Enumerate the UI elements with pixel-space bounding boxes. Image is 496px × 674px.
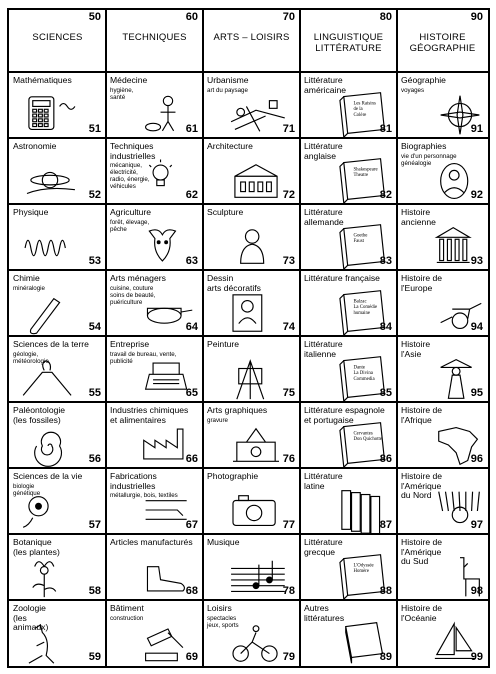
category-title-text: Articles manufacturés	[110, 537, 193, 547]
category-title-text: Zoologie (les animaux)	[13, 603, 49, 633]
category-title	[304, 472, 392, 491]
category-title-text: Histoire de l'Océanie	[401, 603, 443, 623]
category-title-text: Sciences de la vie	[13, 471, 83, 481]
category-title	[13, 208, 101, 218]
category-subtitle: spectacles jeux, sports	[207, 614, 239, 629]
category-title	[401, 274, 483, 293]
column-header	[203, 10, 300, 72]
category-cell[interactable]	[9, 403, 105, 467]
category-cell[interactable]	[397, 403, 487, 467]
category-title-text: Loisirs	[207, 603, 232, 613]
category-title-text: Histoire de l'Amérique du Sud	[401, 537, 443, 567]
book-title-text: Shakespeare Theatre	[353, 167, 378, 179]
category-title-text: Histoire l'Asie	[401, 339, 431, 359]
classification-grid	[7, 8, 490, 668]
category-subtitle: vie d'un personnage généalogie	[401, 152, 457, 167]
column-label: SCIENCES	[32, 32, 83, 43]
category-title-text: Botanique (les plantes)	[13, 537, 60, 557]
category-subtitle: voyages	[401, 86, 425, 94]
category-title-text: Entreprise	[110, 339, 150, 349]
category-title-text: Littérature italienne	[304, 339, 343, 359]
category-cell[interactable]	[203, 205, 299, 269]
category-subtitle: forêt, élevage, pêche	[110, 218, 150, 233]
category-cell[interactable]	[106, 601, 202, 665]
category-cell[interactable]	[300, 271, 396, 335]
bust-icon	[225, 225, 287, 269]
music-icon	[225, 555, 287, 599]
category-number: 91	[470, 123, 483, 135]
category-title-text: Urbanisme	[207, 75, 249, 85]
category-subtitle: mécanique, électricité, radio, énergie, véhicules	[110, 162, 150, 191]
category-cell[interactable]	[9, 271, 105, 335]
category-title	[207, 538, 295, 548]
category-number: 62	[185, 189, 198, 201]
category-title	[304, 274, 392, 284]
test-tube-icon	[19, 291, 81, 335]
category-number: 89	[379, 651, 392, 663]
category-cell[interactable]	[203, 535, 299, 599]
category-title	[13, 142, 101, 152]
category-title	[207, 604, 295, 629]
category-number: 71	[282, 123, 295, 135]
category-title	[401, 76, 483, 94]
category-number: 56	[88, 453, 101, 465]
category-title-text: Architecture	[207, 141, 253, 151]
category-title	[304, 340, 392, 359]
category-title-text: Histoire de l'Europe	[401, 273, 443, 293]
category-title	[13, 76, 101, 86]
category-title-text: Littérature espagnole et portugaise	[304, 405, 385, 425]
category-cell[interactable]	[300, 73, 396, 137]
category-number: 76	[282, 453, 295, 465]
category-cell[interactable]	[300, 535, 396, 599]
category-number: 94	[470, 321, 483, 333]
category-title	[110, 604, 198, 622]
category-number: 85	[379, 387, 392, 399]
category-number: 57	[88, 519, 101, 531]
category-title	[110, 406, 198, 425]
category-title	[13, 406, 101, 425]
category-title-text: Littérature latine	[304, 471, 343, 491]
category-title-text: Astronomie	[13, 141, 57, 151]
category-title	[13, 472, 101, 497]
category-title	[110, 142, 198, 190]
category-number: 59	[88, 651, 101, 663]
category-cell[interactable]	[203, 403, 299, 467]
category-number: 97	[470, 519, 483, 531]
category-title	[207, 208, 295, 218]
category-cell[interactable]	[203, 469, 299, 533]
category-title	[304, 208, 392, 227]
category-number: 92	[470, 189, 483, 201]
column-header	[397, 10, 488, 72]
category-title	[110, 208, 198, 233]
category-title-text: Sculpture	[207, 207, 244, 217]
category-number: 55	[88, 387, 101, 399]
category-cell[interactable]	[106, 205, 202, 269]
category-subtitle: géologie, météorologie	[13, 350, 49, 365]
category-cell[interactable]	[203, 337, 299, 401]
category-title-text: Autres littératures	[304, 603, 345, 623]
column-header	[106, 10, 203, 72]
column-label: TECHNIQUES	[122, 32, 187, 43]
category-cell[interactable]	[397, 205, 487, 269]
category-title	[304, 142, 392, 161]
column-number: 80	[379, 11, 392, 23]
category-cell[interactable]	[9, 535, 105, 599]
category-title	[207, 142, 295, 152]
category-cell[interactable]	[300, 403, 396, 467]
category-title	[207, 472, 295, 482]
drawing-icon	[225, 291, 287, 335]
category-subtitle: travail de bureau, vente, publicité	[110, 350, 177, 365]
category-title-text: Histoire ancienne	[401, 207, 436, 227]
category-subtitle: gravure	[207, 416, 228, 424]
category-title	[207, 406, 295, 424]
category-title	[207, 274, 295, 293]
category-cell[interactable]	[203, 73, 299, 137]
category-cell[interactable]	[9, 205, 105, 269]
category-title-text: Techniques industrielles	[110, 141, 156, 161]
category-cell[interactable]	[203, 139, 299, 203]
category-subtitle: hygiène, santé	[110, 86, 134, 101]
book-title-text: Goethe Faust	[353, 233, 368, 245]
category-cell[interactable]	[397, 601, 487, 665]
column-number: 90	[470, 11, 483, 23]
category-cell[interactable]	[106, 73, 202, 137]
category-number: 53	[88, 255, 101, 267]
category-title	[110, 538, 198, 548]
category-cell[interactable]	[106, 271, 202, 335]
category-title	[110, 274, 198, 306]
category-cell[interactable]	[9, 601, 105, 665]
category-subtitle: métallurgie, bois, textiles	[110, 492, 178, 500]
category-number: 78	[282, 585, 295, 597]
category-title	[110, 472, 198, 499]
category-number: 83	[379, 255, 392, 267]
category-number: 96	[470, 453, 483, 465]
category-cell[interactable]	[397, 139, 487, 203]
category-number: 81	[379, 123, 392, 135]
category-cell[interactable]	[300, 139, 396, 203]
category-cell[interactable]	[9, 73, 105, 137]
category-title	[13, 604, 101, 633]
category-number: 67	[185, 519, 198, 531]
category-title-text: Histoire de l'Afrique	[401, 405, 443, 425]
category-title-text: Agriculture	[110, 207, 152, 217]
category-number: 69	[185, 651, 198, 663]
category-title-text: Musique	[207, 537, 240, 547]
category-title	[304, 76, 392, 95]
category-title-text: Arts ménagers	[110, 273, 166, 283]
category-cell[interactable]	[397, 337, 487, 401]
ammonite-icon	[19, 423, 81, 467]
category-title	[110, 340, 198, 365]
category-title	[207, 340, 295, 350]
category-number: 75	[282, 387, 295, 399]
flower-icon	[19, 555, 81, 599]
book-title-text: Les Raisins de la Colère	[353, 101, 376, 118]
category-cell[interactable]	[397, 535, 487, 599]
category-title-text: Littérature française	[304, 273, 380, 283]
category-title	[304, 406, 392, 425]
calculator-icon	[19, 93, 81, 137]
category-number: 84	[379, 321, 392, 333]
category-title-text: Physique	[13, 207, 49, 217]
category-number: 93	[470, 255, 483, 267]
category-title-text: Biographies	[401, 141, 447, 151]
category-title-text: Bâtiment	[110, 603, 144, 613]
category-cell[interactable]	[203, 271, 299, 335]
category-number: 64	[185, 321, 198, 333]
category-title-text: Dessin arts décoratifs	[207, 273, 261, 293]
category-cell[interactable]	[9, 139, 105, 203]
book-title-text: L'Odyssée Homère	[353, 563, 374, 575]
category-title	[401, 604, 483, 623]
category-cell[interactable]	[106, 403, 202, 467]
category-subtitle: minéralogie	[13, 284, 45, 292]
category-title-text: Peinture	[207, 339, 240, 349]
category-number: 58	[88, 585, 101, 597]
category-title-text: Industries chimiques et alimentaires	[110, 405, 189, 425]
category-cell[interactable]	[397, 73, 487, 137]
book-title-text: Dante La Divina Commedia	[353, 365, 375, 382]
category-cell[interactable]	[397, 271, 487, 335]
category-number: 51	[88, 123, 101, 135]
category-number: 72	[282, 189, 295, 201]
category-cell[interactable]	[106, 535, 202, 599]
press-icon	[225, 423, 287, 467]
category-number: 88	[379, 585, 392, 597]
category-title-text: Arts graphiques	[207, 405, 268, 415]
category-title-text: Histoire de l'Amérique du Nord	[401, 471, 443, 501]
category-title-text: Mathématiques	[13, 75, 72, 85]
category-title-text: Sciences de la terre	[13, 339, 89, 349]
category-subtitle: construction	[110, 614, 144, 622]
column-label: LINGUISTIQUE LITTÉRATURE	[313, 32, 384, 54]
category-title-text: Littérature anglaise	[304, 141, 343, 161]
category-cell[interactable]	[300, 469, 396, 533]
category-cell[interactable]	[9, 337, 105, 401]
category-subtitle: biologie génétique	[13, 482, 41, 497]
category-cell[interactable]	[300, 337, 396, 401]
easel-icon	[225, 357, 287, 401]
column-label: HISTOIRE GÉOGRAPHIE	[409, 32, 476, 54]
category-title	[401, 142, 483, 167]
category-number: 77	[282, 519, 295, 531]
category-title-text: Littérature américaine	[304, 75, 347, 95]
category-title-text: Fabrications industrielles	[110, 471, 157, 491]
category-title-text: Médecine	[110, 75, 148, 85]
category-number: 87	[379, 519, 392, 531]
category-number: 86	[379, 453, 392, 465]
category-title-text: Chimie	[13, 273, 40, 283]
category-number: 52	[88, 189, 101, 201]
category-cell[interactable]	[106, 139, 202, 203]
category-number: 65	[185, 387, 198, 399]
category-number: 95	[470, 387, 483, 399]
category-title-text: Littérature grecque	[304, 537, 343, 557]
category-number: 54	[88, 321, 101, 333]
category-title	[13, 274, 101, 292]
book-title-text: Cervantes Don Quichotte	[353, 431, 383, 443]
category-number: 98	[470, 585, 483, 597]
category-cell[interactable]	[106, 337, 202, 401]
category-subtitle: art du paysage	[207, 86, 248, 94]
column-header	[9, 10, 106, 72]
category-number: 82	[379, 189, 392, 201]
category-title	[110, 76, 198, 101]
category-title-text: Paléontologie (les fossiles)	[13, 405, 66, 425]
planet-icon	[19, 159, 81, 203]
category-number: 74	[282, 321, 295, 333]
category-title	[401, 406, 483, 425]
category-number: 73	[282, 255, 295, 267]
category-title	[13, 340, 101, 365]
category-number: 66	[185, 453, 198, 465]
category-cell[interactable]	[106, 469, 202, 533]
category-title	[401, 538, 483, 567]
category-title	[304, 538, 392, 557]
category-title	[401, 208, 483, 227]
category-title	[401, 472, 483, 501]
category-title-text: Photographie	[207, 471, 259, 481]
category-title-text: Littérature allemande	[304, 207, 344, 227]
camera-icon	[225, 489, 287, 533]
category-title-text: Géographie	[401, 75, 446, 85]
book-title-text: Balzac La Comédie humaine	[353, 299, 378, 316]
column-number: 60	[185, 11, 198, 23]
category-title	[401, 340, 483, 359]
category-cell[interactable]	[300, 601, 396, 665]
wave-icon	[19, 225, 81, 269]
category-title	[304, 604, 392, 623]
category-number: 79	[282, 651, 295, 663]
category-cell[interactable]	[300, 205, 396, 269]
category-title	[13, 538, 101, 557]
column-number: 70	[282, 11, 295, 23]
column-number: 50	[88, 11, 101, 23]
city-plan-icon	[225, 93, 287, 137]
category-number: 99	[470, 651, 483, 663]
building-icon	[225, 159, 287, 203]
category-cell[interactable]	[9, 469, 105, 533]
category-number: 68	[185, 585, 198, 597]
category-title	[207, 76, 295, 94]
category-number: 61	[185, 123, 198, 135]
category-cell[interactable]	[397, 469, 487, 533]
category-subtitle: cuisine, couture soins de beauté, puériculture	[110, 284, 156, 306]
category-cell[interactable]	[203, 601, 299, 665]
column-label: ARTS – LOISIRS	[213, 32, 290, 43]
category-number: 63	[185, 255, 198, 267]
column-header	[300, 10, 397, 72]
